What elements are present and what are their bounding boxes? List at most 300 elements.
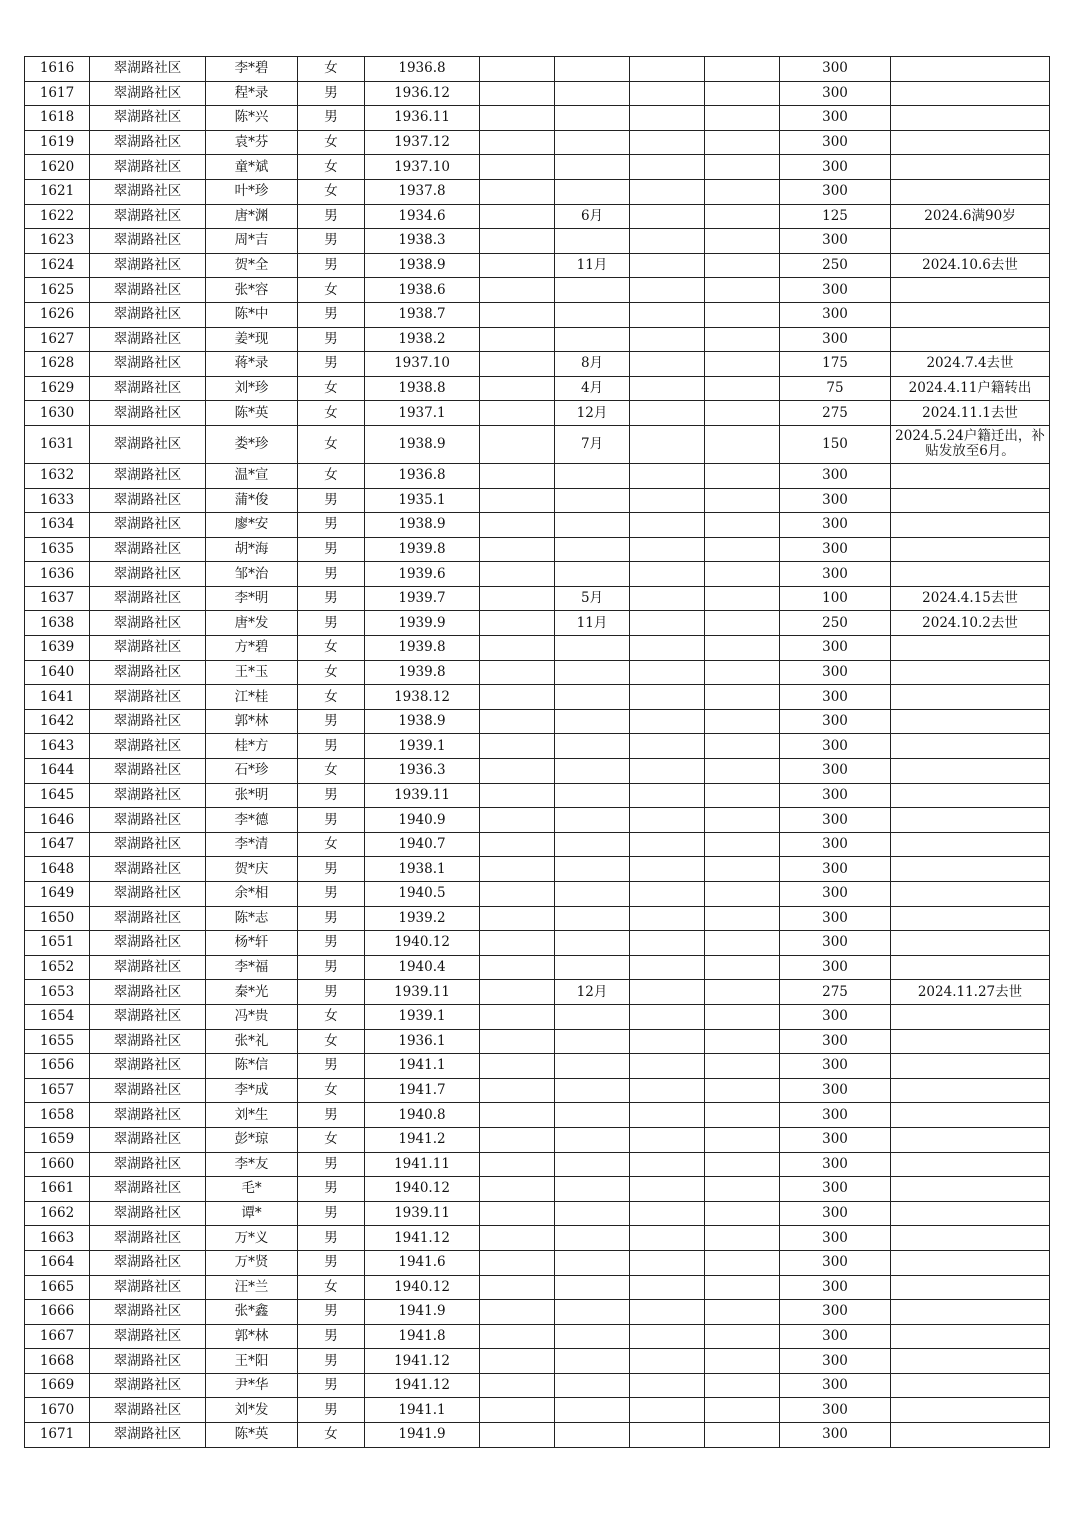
cell-blank-c bbox=[705, 734, 780, 759]
cell-blank-a bbox=[480, 857, 555, 882]
table-row bbox=[25, 611, 1050, 636]
cell-blank-a bbox=[480, 1226, 555, 1251]
cell-blank-b bbox=[630, 302, 705, 327]
cell-note bbox=[891, 955, 1050, 980]
cell-gender: 女 bbox=[298, 1275, 365, 1300]
cell-community: 翠湖路社区 bbox=[90, 586, 206, 611]
table-row bbox=[25, 513, 1050, 538]
cell-name: 贺*全 bbox=[206, 253, 298, 278]
table-row bbox=[25, 1250, 1050, 1275]
cell-community: 翠湖路社区 bbox=[90, 57, 206, 82]
cell-month bbox=[555, 130, 630, 155]
cell-name: 唐*渊 bbox=[206, 204, 298, 229]
cell-number: 1670 bbox=[25, 1398, 90, 1423]
cell-blank-b bbox=[630, 882, 705, 907]
cell-gender: 男 bbox=[298, 1324, 365, 1349]
cell-blank-c bbox=[705, 229, 780, 254]
cell-blank-b bbox=[630, 327, 705, 352]
cell-amount: 300 bbox=[780, 1127, 891, 1152]
cell-blank-a bbox=[480, 1275, 555, 1300]
cell-blank-c bbox=[705, 857, 780, 882]
cell-gender: 女 bbox=[298, 1127, 365, 1152]
cell-community: 翠湖路社区 bbox=[90, 253, 206, 278]
cell-birth-date: 1936.3 bbox=[365, 759, 480, 784]
cell-amount: 300 bbox=[780, 1250, 891, 1275]
cell-number: 1658 bbox=[25, 1103, 90, 1128]
cell-gender: 男 bbox=[298, 1373, 365, 1398]
cell-note: 2024.11.27去世 bbox=[891, 980, 1050, 1005]
cell-blank-b bbox=[630, 832, 705, 857]
cell-blank-c bbox=[705, 1300, 780, 1325]
cell-blank-b bbox=[630, 204, 705, 229]
cell-blank-b bbox=[630, 106, 705, 131]
cell-community: 翠湖路社区 bbox=[90, 709, 206, 734]
cell-gender: 女 bbox=[298, 57, 365, 82]
cell-number: 1662 bbox=[25, 1201, 90, 1226]
cell-blank-a bbox=[480, 1004, 555, 1029]
cell-name: 童*斌 bbox=[206, 155, 298, 180]
cell-blank-c bbox=[705, 155, 780, 180]
cell-blank-c bbox=[705, 401, 780, 426]
cell-blank-b bbox=[630, 906, 705, 931]
cell-blank-a bbox=[480, 155, 555, 180]
cell-birth-date: 1939.8 bbox=[365, 537, 480, 562]
cell-community: 翠湖路社区 bbox=[90, 130, 206, 155]
cell-name: 周*吉 bbox=[206, 229, 298, 254]
cell-amount: 300 bbox=[780, 278, 891, 303]
cell-number: 1660 bbox=[25, 1152, 90, 1177]
cell-blank-a bbox=[480, 1423, 555, 1448]
table-row bbox=[25, 401, 1050, 426]
cell-gender: 男 bbox=[298, 537, 365, 562]
cell-amount: 300 bbox=[780, 537, 891, 562]
cell-birth-date: 1938.7 bbox=[365, 302, 480, 327]
cell-month bbox=[555, 1226, 630, 1251]
cell-blank-a bbox=[480, 759, 555, 784]
cell-note bbox=[891, 130, 1050, 155]
cell-name: 娄*珍 bbox=[206, 425, 298, 463]
cell-name: 谭* bbox=[206, 1201, 298, 1226]
table-row bbox=[25, 709, 1050, 734]
table-body bbox=[25, 57, 1050, 1448]
cell-number: 1667 bbox=[25, 1324, 90, 1349]
table-row bbox=[25, 685, 1050, 710]
cell-gender: 女 bbox=[298, 1004, 365, 1029]
cell-birth-date: 1939.9 bbox=[365, 611, 480, 636]
cell-community: 翠湖路社区 bbox=[90, 734, 206, 759]
table-row bbox=[25, 1177, 1050, 1202]
cell-community: 翠湖路社区 bbox=[90, 1103, 206, 1128]
cell-month bbox=[555, 808, 630, 833]
cell-amount: 300 bbox=[780, 832, 891, 857]
cell-month bbox=[555, 955, 630, 980]
cell-blank-a bbox=[480, 130, 555, 155]
cell-month bbox=[555, 783, 630, 808]
cell-birth-date: 1941.8 bbox=[365, 1324, 480, 1349]
cell-gender: 女 bbox=[298, 155, 365, 180]
table-row bbox=[25, 1103, 1050, 1128]
cell-blank-c bbox=[705, 253, 780, 278]
cell-month bbox=[555, 463, 630, 488]
cell-blank-a bbox=[480, 1349, 555, 1374]
table-row bbox=[25, 759, 1050, 784]
cell-note bbox=[891, 759, 1050, 784]
table-row bbox=[25, 1300, 1050, 1325]
cell-amount: 100 bbox=[780, 586, 891, 611]
cell-month bbox=[555, 1029, 630, 1054]
cell-note bbox=[891, 1078, 1050, 1103]
cell-name: 李*福 bbox=[206, 955, 298, 980]
table-row bbox=[25, 1127, 1050, 1152]
cell-gender: 女 bbox=[298, 401, 365, 426]
cell-blank-c bbox=[705, 586, 780, 611]
table-row bbox=[25, 463, 1050, 488]
cell-blank-a bbox=[480, 882, 555, 907]
cell-amount: 275 bbox=[780, 980, 891, 1005]
cell-blank-c bbox=[705, 980, 780, 1005]
cell-blank-c bbox=[705, 1275, 780, 1300]
table-row bbox=[25, 808, 1050, 833]
cell-name: 程*录 bbox=[206, 81, 298, 106]
cell-number: 1649 bbox=[25, 882, 90, 907]
data-table bbox=[24, 56, 1050, 1448]
cell-amount: 300 bbox=[780, 302, 891, 327]
table-row bbox=[25, 931, 1050, 956]
cell-community: 翠湖路社区 bbox=[90, 759, 206, 784]
cell-month bbox=[555, 537, 630, 562]
cell-blank-a bbox=[480, 425, 555, 463]
cell-blank-c bbox=[705, 1226, 780, 1251]
cell-gender: 男 bbox=[298, 783, 365, 808]
cell-blank-b bbox=[630, 1250, 705, 1275]
cell-gender: 男 bbox=[298, 204, 365, 229]
cell-birth-date: 1938.1 bbox=[365, 857, 480, 882]
table-row bbox=[25, 1349, 1050, 1374]
cell-month bbox=[555, 513, 630, 538]
cell-birth-date: 1939.6 bbox=[365, 562, 480, 587]
cell-number: 1618 bbox=[25, 106, 90, 131]
table-row bbox=[25, 1275, 1050, 1300]
cell-birth-date: 1941.1 bbox=[365, 1398, 480, 1423]
cell-gender: 男 bbox=[298, 229, 365, 254]
cell-gender: 男 bbox=[298, 1201, 365, 1226]
cell-community: 翠湖路社区 bbox=[90, 955, 206, 980]
cell-blank-b bbox=[630, 685, 705, 710]
table-row bbox=[25, 352, 1050, 377]
cell-note bbox=[891, 57, 1050, 82]
cell-blank-c bbox=[705, 488, 780, 513]
cell-amount: 300 bbox=[780, 685, 891, 710]
cell-amount: 300 bbox=[780, 130, 891, 155]
cell-month: 11月 bbox=[555, 253, 630, 278]
cell-note bbox=[891, 685, 1050, 710]
cell-blank-b bbox=[630, 1029, 705, 1054]
cell-number: 1634 bbox=[25, 513, 90, 538]
cell-community: 翠湖路社区 bbox=[90, 832, 206, 857]
cell-gender: 男 bbox=[298, 1226, 365, 1251]
cell-note: 2024.4.15去世 bbox=[891, 586, 1050, 611]
cell-birth-date: 1940.12 bbox=[365, 1177, 480, 1202]
cell-gender: 女 bbox=[298, 1423, 365, 1448]
cell-month bbox=[555, 327, 630, 352]
table-row bbox=[25, 204, 1050, 229]
cell-name: 温*宣 bbox=[206, 463, 298, 488]
cell-note bbox=[891, 1373, 1050, 1398]
cell-blank-c bbox=[705, 955, 780, 980]
cell-gender: 女 bbox=[298, 1029, 365, 1054]
cell-blank-a bbox=[480, 1201, 555, 1226]
cell-month bbox=[555, 1398, 630, 1423]
cell-community: 翠湖路社区 bbox=[90, 1029, 206, 1054]
cell-birth-date: 1940.5 bbox=[365, 882, 480, 907]
cell-amount: 300 bbox=[780, 1078, 891, 1103]
cell-gender: 男 bbox=[298, 253, 365, 278]
cell-amount: 300 bbox=[780, 57, 891, 82]
cell-community: 翠湖路社区 bbox=[90, 106, 206, 131]
cell-blank-b bbox=[630, 586, 705, 611]
cell-blank-a bbox=[480, 1398, 555, 1423]
table-row bbox=[25, 1423, 1050, 1448]
table-row bbox=[25, 488, 1050, 513]
cell-amount: 300 bbox=[780, 1226, 891, 1251]
cell-number: 1655 bbox=[25, 1029, 90, 1054]
cell-blank-c bbox=[705, 278, 780, 303]
cell-month bbox=[555, 562, 630, 587]
cell-name: 毛* bbox=[206, 1177, 298, 1202]
cell-blank-c bbox=[705, 106, 780, 131]
cell-blank-a bbox=[480, 1152, 555, 1177]
cell-amount: 300 bbox=[780, 1275, 891, 1300]
cell-birth-date: 1941.2 bbox=[365, 1127, 480, 1152]
table-row bbox=[25, 734, 1050, 759]
cell-blank-c bbox=[705, 376, 780, 401]
cell-blank-c bbox=[705, 1078, 780, 1103]
cell-community: 翠湖路社区 bbox=[90, 1127, 206, 1152]
cell-gender: 女 bbox=[298, 685, 365, 710]
cell-amount: 300 bbox=[780, 1177, 891, 1202]
cell-name: 秦*光 bbox=[206, 980, 298, 1005]
cell-number: 1621 bbox=[25, 179, 90, 204]
table-row bbox=[25, 1078, 1050, 1103]
cell-gender: 男 bbox=[298, 106, 365, 131]
cell-blank-a bbox=[480, 586, 555, 611]
cell-amount: 300 bbox=[780, 882, 891, 907]
cell-note bbox=[891, 931, 1050, 956]
cell-note bbox=[891, 1004, 1050, 1029]
cell-birth-date: 1938.9 bbox=[365, 253, 480, 278]
cell-birth-date: 1939.11 bbox=[365, 1201, 480, 1226]
cell-month bbox=[555, 660, 630, 685]
cell-birth-date: 1936.1 bbox=[365, 1029, 480, 1054]
cell-name: 王*玉 bbox=[206, 660, 298, 685]
cell-community: 翠湖路社区 bbox=[90, 783, 206, 808]
cell-community: 翠湖路社区 bbox=[90, 857, 206, 882]
cell-community: 翠湖路社区 bbox=[90, 463, 206, 488]
cell-name: 陈*英 bbox=[206, 401, 298, 426]
cell-month bbox=[555, 1324, 630, 1349]
cell-amount: 300 bbox=[780, 488, 891, 513]
cell-month: 7月 bbox=[555, 425, 630, 463]
cell-blank-a bbox=[480, 1324, 555, 1349]
cell-month bbox=[555, 155, 630, 180]
cell-blank-b bbox=[630, 636, 705, 661]
cell-blank-b bbox=[630, 1177, 705, 1202]
cell-blank-b bbox=[630, 1152, 705, 1177]
cell-amount: 250 bbox=[780, 253, 891, 278]
cell-amount: 300 bbox=[780, 759, 891, 784]
table-row bbox=[25, 57, 1050, 82]
cell-blank-c bbox=[705, 1103, 780, 1128]
cell-blank-b bbox=[630, 1004, 705, 1029]
cell-month: 4月 bbox=[555, 376, 630, 401]
cell-blank-b bbox=[630, 1373, 705, 1398]
cell-note bbox=[891, 1054, 1050, 1079]
cell-gender: 男 bbox=[298, 611, 365, 636]
table-row bbox=[25, 1029, 1050, 1054]
cell-name: 李*明 bbox=[206, 586, 298, 611]
cell-community: 翠湖路社区 bbox=[90, 685, 206, 710]
table-row bbox=[25, 278, 1050, 303]
cell-blank-b bbox=[630, 425, 705, 463]
cell-blank-a bbox=[480, 179, 555, 204]
table-row bbox=[25, 425, 1050, 463]
cell-blank-a bbox=[480, 1127, 555, 1152]
cell-name: 尹*华 bbox=[206, 1373, 298, 1398]
cell-number: 1637 bbox=[25, 586, 90, 611]
cell-number: 1652 bbox=[25, 955, 90, 980]
cell-amount: 300 bbox=[780, 734, 891, 759]
table-row bbox=[25, 783, 1050, 808]
cell-blank-b bbox=[630, 808, 705, 833]
cell-blank-c bbox=[705, 1054, 780, 1079]
cell-number: 1617 bbox=[25, 81, 90, 106]
cell-number: 1657 bbox=[25, 1078, 90, 1103]
cell-number: 1666 bbox=[25, 1300, 90, 1325]
cell-community: 翠湖路社区 bbox=[90, 1054, 206, 1079]
cell-birth-date: 1939.2 bbox=[365, 906, 480, 931]
cell-month bbox=[555, 1250, 630, 1275]
cell-blank-b bbox=[630, 352, 705, 377]
cell-month bbox=[555, 57, 630, 82]
cell-month: 11月 bbox=[555, 611, 630, 636]
cell-community: 翠湖路社区 bbox=[90, 1152, 206, 1177]
cell-note bbox=[891, 1152, 1050, 1177]
cell-amount: 300 bbox=[780, 562, 891, 587]
cell-community: 翠湖路社区 bbox=[90, 513, 206, 538]
cell-note bbox=[891, 1300, 1050, 1325]
cell-community: 翠湖路社区 bbox=[90, 229, 206, 254]
cell-blank-c bbox=[705, 882, 780, 907]
cell-community: 翠湖路社区 bbox=[90, 1201, 206, 1226]
cell-month bbox=[555, 685, 630, 710]
cell-name: 李*清 bbox=[206, 832, 298, 857]
cell-amount: 300 bbox=[780, 1201, 891, 1226]
cell-note bbox=[891, 1029, 1050, 1054]
cell-number: 1665 bbox=[25, 1275, 90, 1300]
table-row bbox=[25, 882, 1050, 907]
cell-gender: 女 bbox=[298, 759, 365, 784]
cell-blank-b bbox=[630, 660, 705, 685]
cell-blank-a bbox=[480, 106, 555, 131]
cell-birth-date: 1938.6 bbox=[365, 278, 480, 303]
cell-month bbox=[555, 832, 630, 857]
cell-note bbox=[891, 783, 1050, 808]
cell-note bbox=[891, 302, 1050, 327]
cell-month bbox=[555, 1349, 630, 1374]
cell-community: 翠湖路社区 bbox=[90, 352, 206, 377]
cell-gender: 男 bbox=[298, 586, 365, 611]
cell-birth-date: 1940.8 bbox=[365, 1103, 480, 1128]
cell-blank-b bbox=[630, 537, 705, 562]
cell-amount: 300 bbox=[780, 955, 891, 980]
cell-gender: 男 bbox=[298, 1103, 365, 1128]
cell-gender: 女 bbox=[298, 130, 365, 155]
cell-number: 1632 bbox=[25, 463, 90, 488]
cell-blank-c bbox=[705, 783, 780, 808]
cell-blank-c bbox=[705, 1127, 780, 1152]
table-row bbox=[25, 955, 1050, 980]
cell-community: 翠湖路社区 bbox=[90, 931, 206, 956]
cell-month: 12月 bbox=[555, 401, 630, 426]
cell-community: 翠湖路社区 bbox=[90, 1423, 206, 1448]
cell-community: 翠湖路社区 bbox=[90, 204, 206, 229]
cell-note bbox=[891, 1177, 1050, 1202]
cell-gender: 男 bbox=[298, 302, 365, 327]
cell-community: 翠湖路社区 bbox=[90, 302, 206, 327]
cell-community: 翠湖路社区 bbox=[90, 488, 206, 513]
cell-name: 方*碧 bbox=[206, 636, 298, 661]
cell-blank-a bbox=[480, 1103, 555, 1128]
cell-blank-b bbox=[630, 253, 705, 278]
cell-note bbox=[891, 1127, 1050, 1152]
cell-note bbox=[891, 660, 1050, 685]
cell-community: 翠湖路社区 bbox=[90, 611, 206, 636]
cell-amount: 300 bbox=[780, 229, 891, 254]
cell-birth-date: 1937.12 bbox=[365, 130, 480, 155]
cell-name: 彭*琼 bbox=[206, 1127, 298, 1152]
cell-note bbox=[891, 1398, 1050, 1423]
cell-birth-date: 1939.8 bbox=[365, 636, 480, 661]
cell-gender: 男 bbox=[298, 857, 365, 882]
cell-birth-date: 1940.9 bbox=[365, 808, 480, 833]
table-row bbox=[25, 155, 1050, 180]
cell-community: 翠湖路社区 bbox=[90, 636, 206, 661]
cell-birth-date: 1939.7 bbox=[365, 586, 480, 611]
cell-name: 万*义 bbox=[206, 1226, 298, 1251]
cell-month bbox=[555, 636, 630, 661]
cell-number: 1628 bbox=[25, 352, 90, 377]
cell-number: 1661 bbox=[25, 1177, 90, 1202]
cell-amount: 300 bbox=[780, 636, 891, 661]
cell-blank-b bbox=[630, 1423, 705, 1448]
cell-birth-date: 1939.8 bbox=[365, 660, 480, 685]
cell-birth-date: 1938.9 bbox=[365, 709, 480, 734]
cell-blank-b bbox=[630, 130, 705, 155]
cell-blank-c bbox=[705, 1349, 780, 1374]
cell-blank-b bbox=[630, 759, 705, 784]
cell-note: 2024.7.4去世 bbox=[891, 352, 1050, 377]
cell-birth-date: 1936.12 bbox=[365, 81, 480, 106]
cell-blank-c bbox=[705, 931, 780, 956]
cell-birth-date: 1937.8 bbox=[365, 179, 480, 204]
cell-name: 郭*林 bbox=[206, 709, 298, 734]
cell-amount: 300 bbox=[780, 1373, 891, 1398]
cell-note bbox=[891, 81, 1050, 106]
cell-amount: 300 bbox=[780, 513, 891, 538]
cell-amount: 250 bbox=[780, 611, 891, 636]
cell-blank-a bbox=[480, 57, 555, 82]
cell-amount: 300 bbox=[780, 1398, 891, 1423]
